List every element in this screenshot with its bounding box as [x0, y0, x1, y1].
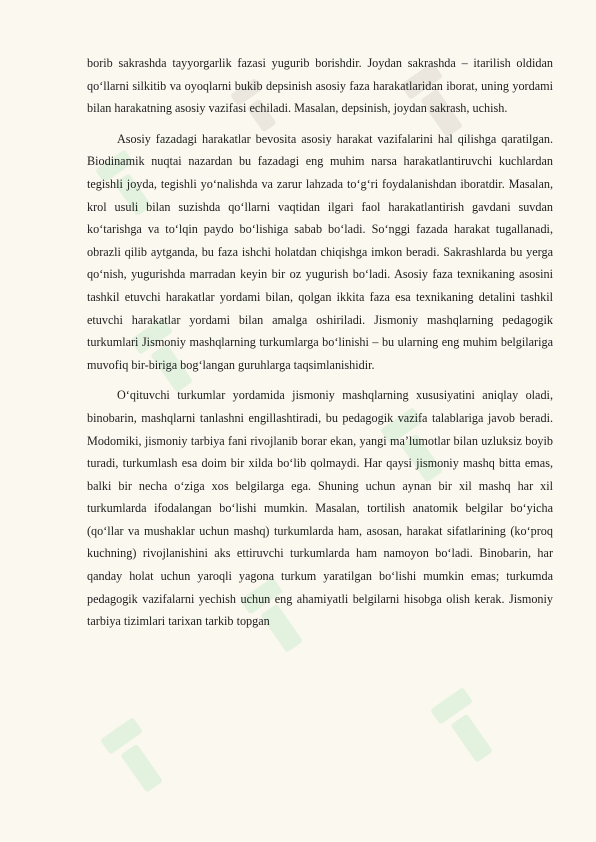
- paragraph-3: O‘qituvchi turkumlar yordamida jismoniy mashqlarning xususiyatini aniqlay oladi, binobarin, mashqlarni tanlashni engillashtiradi, bu pedagogik vazifa talablariga javob beradi. Modomiki, jismoniy tarbiya fani rivojlanib borar ekan, yangi ma’lumotlar bilan uzluksiz boyib turadi, turkumlash esa doim bir xilda bo‘lib qolmaydi. Har qaysi jismoniy mashq bitta emas, balki bir necha o‘ziga xos belgilarga ega. Shuning uchun aynan bir xil mashq har xil turkumlarda ifodalangan bo‘lishi mumkin. Masalan, tortilish anatomik belgilar bo‘yicha (qo‘llar va mushaklar uchun mashq) turkumlarda ham, asosan, harakat sifatlarining (ko‘proq kuchning) rivojlanishini aks ettiruvchi turkumlarda ham namoyon bo‘ladi. Binobarin, har qanday holat uchun yaroqli yagona turkum yaratilgan bo‘lishi mumkin emas; turkumda pedagogik vazifalarni yechish uchun eng ahamiyatli belgilarni hisobga olish kerak. Jismoniy tarbiya tizimlari tarixan tarkib topgan: [87, 388, 553, 629]
- document-body: [87, 52, 553, 641]
- paragraph-2: Asosiy fazadagi harakatlar bevosita asosiy harakat vazifalarini hal qilishga qaratilgan. Biodinamik nuqtai nazardan bu fazadagi eng muhim narsa harakatlantiruvchi kuchlardan tegishli joyda, tegishli yo‘nalishda va zarur lahzada to‘g‘ri foydalanishdan iboratdir. Masalan, krol usuli bilan suzishda qo‘llarni vaqtidan ilgari faol harakatlantirish gavdani suvdan ko‘tarishga va to‘lqin paydo bo‘lishiga sabab bo‘ladi. So‘nggi fazada harakat tugallanadi, obrazli qilib aytganda, bu faza ishchi holatdan chiqishga imkon beradi. Sakrashlarda bu yerga qo‘nish, yugurishda marradan keyin bir oz yugurish bo‘ladi. Asosiy faza texnikaning asosini tashkil etuvchi harakatlar yordami bilan, qolgan ikkita faza esa texnikaning detalini tashkil etuvchi harakatlar yordami bilan amalga oshiriladi. Jismoniy mashqlarning pedagogik turkumlari Jismoniy mashqlarning turkumlarga bo‘linishi – bu ularning eng muhim belgilariga muvofiq bir-biriga bog‘langan guruhlarga taqsimlanishidir.: [87, 131, 553, 372]
- watermark-logo-icon: [100, 717, 173, 797]
- paragraph-1: borib sakrashda tayyorgarlik fazasi yugurib borishdir. Joydan sakrashda – itarilish oldidan qo‘llarni silkitib va oyoqlarni bukib depsinish asosiy faza harakatlaridan iborat, uning yordami bilan harakatning asosiy vazifasi echiladi. Masalan, depsinish, joydan sakrash, uchish.: [87, 56, 553, 116]
- watermark-logo-icon: [430, 687, 503, 767]
